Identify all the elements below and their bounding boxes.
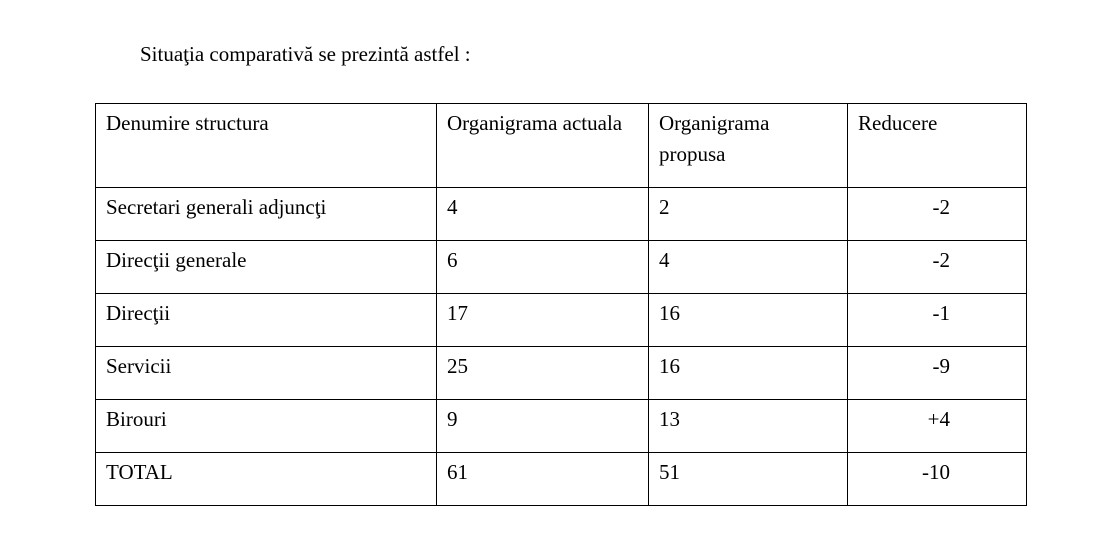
cell-current: 9 — [437, 400, 649, 453]
cell-structure: Direcţii — [96, 294, 437, 347]
cell-structure: Birouri — [96, 400, 437, 453]
table-row — [96, 294, 1027, 347]
cell-proposed: 16 — [649, 347, 848, 400]
cell-reduction: -10 — [848, 453, 1027, 506]
table-row — [96, 241, 1027, 294]
cell-structure: Servicii — [96, 347, 437, 400]
cell-structure: Secretari generali adjuncţi — [96, 188, 437, 241]
header-current: Organigrama actuala — [437, 104, 649, 188]
cell-current: 61 — [437, 453, 649, 506]
cell-proposed: 4 — [649, 241, 848, 294]
cell-proposed: 16 — [649, 294, 848, 347]
table-header-row — [96, 104, 1027, 188]
cell-reduction: -2 — [848, 188, 1027, 241]
cell-reduction: -2 — [848, 241, 1027, 294]
header-reduction: Reducere — [848, 104, 1027, 188]
table-row — [96, 188, 1027, 241]
intro-text: Situaţia comparativă se prezintă astfel : — [140, 42, 471, 66]
table-row — [96, 347, 1027, 400]
table-row — [96, 400, 1027, 453]
cell-reduction: -1 — [848, 294, 1027, 347]
cell-current: 6 — [437, 241, 649, 294]
cell-reduction: -9 — [848, 347, 1027, 400]
header-proposed: Organigrama propusa — [649, 104, 848, 188]
cell-structure: Direcţii generale — [96, 241, 437, 294]
cell-proposed: 51 — [649, 453, 848, 506]
header-structure: Denumire structura — [96, 104, 437, 188]
cell-reduction: +4 — [848, 400, 1027, 453]
cell-proposed: 13 — [649, 400, 848, 453]
cell-current: 25 — [437, 347, 649, 400]
comparison-table — [95, 103, 1027, 506]
cell-structure: TOTAL — [96, 453, 437, 506]
cell-current: 17 — [437, 294, 649, 347]
cell-current: 4 — [437, 188, 649, 241]
table-total-row — [96, 453, 1027, 506]
cell-proposed: 2 — [649, 188, 848, 241]
